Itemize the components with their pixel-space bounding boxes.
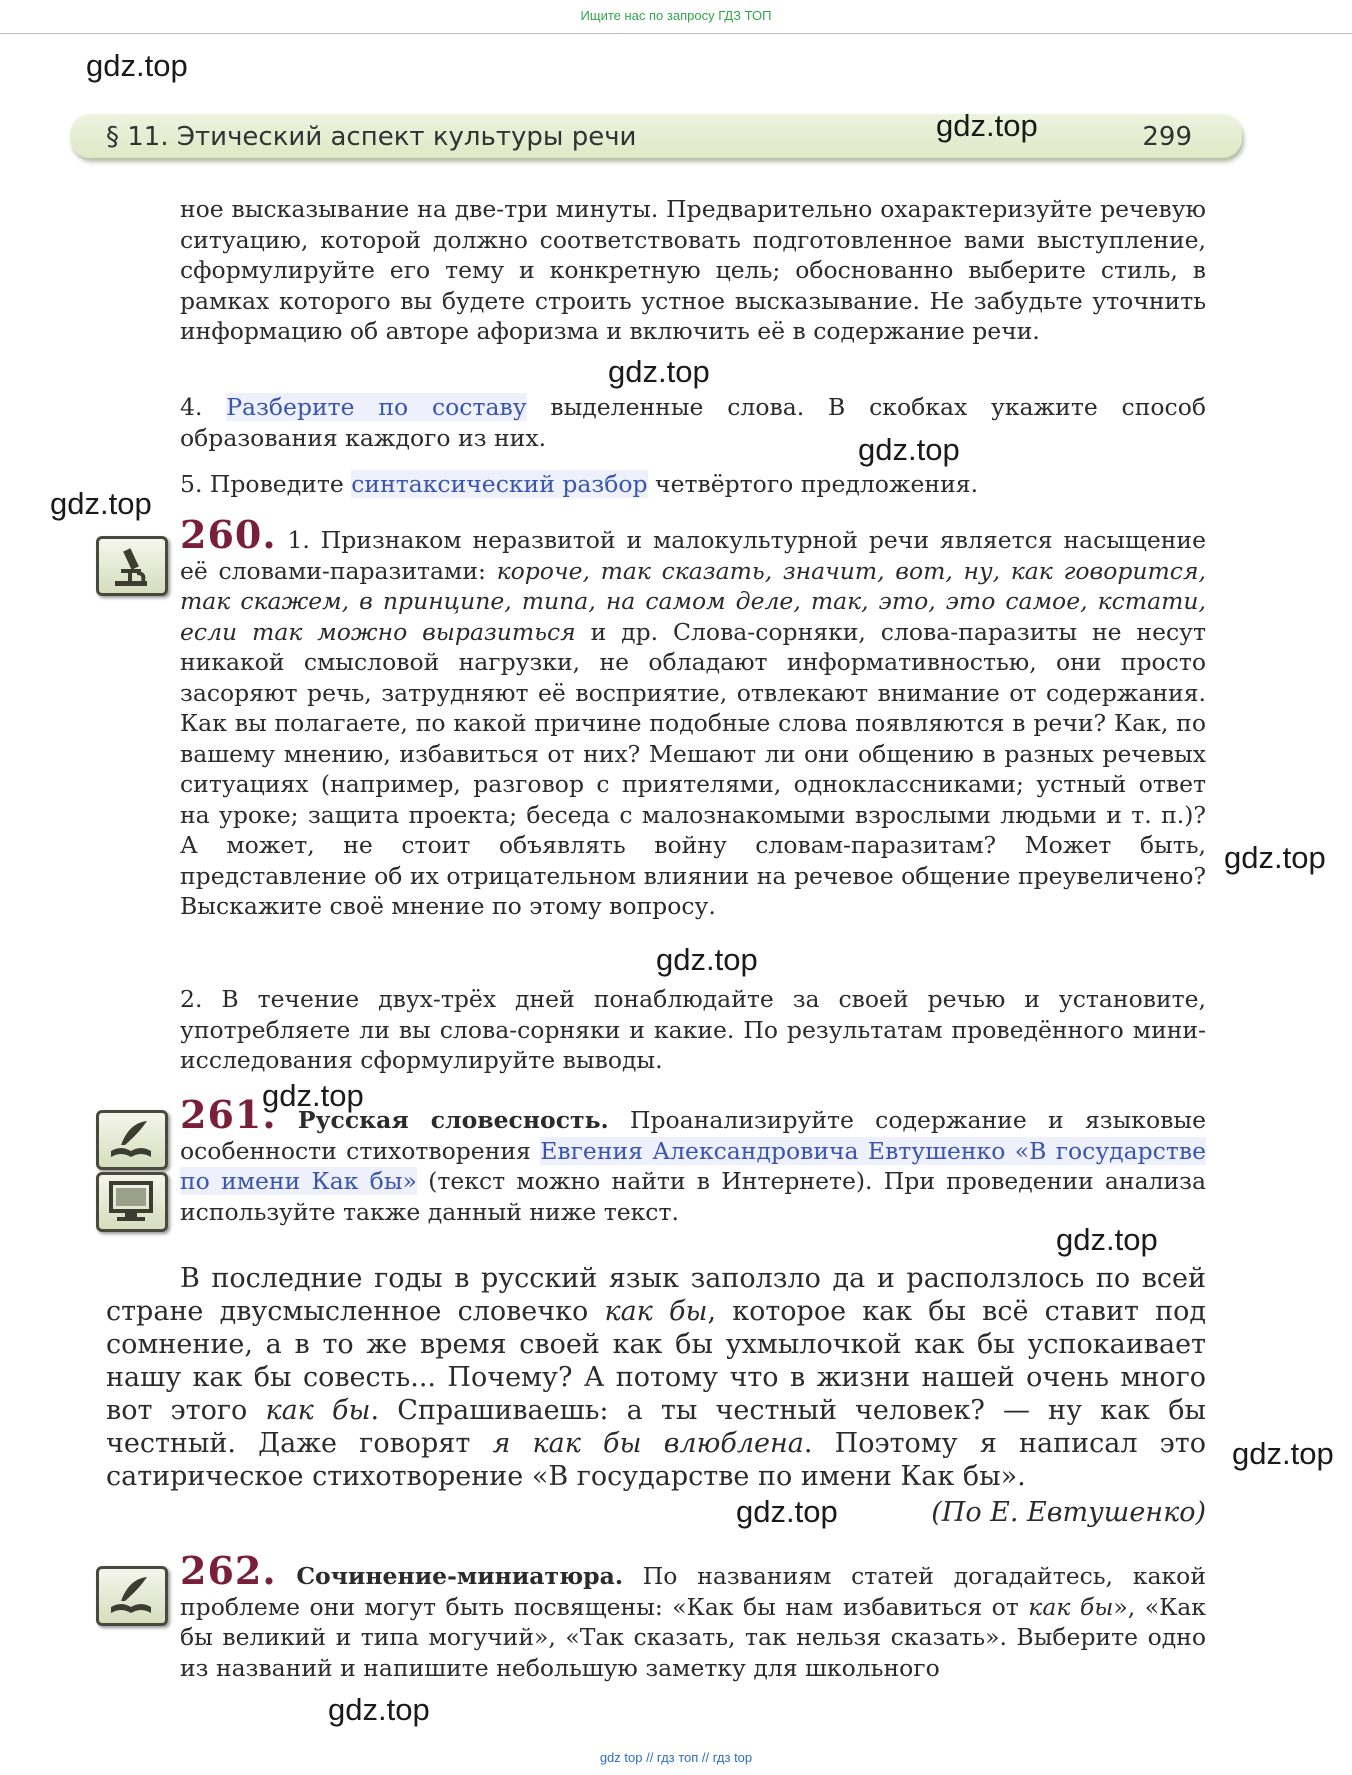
exercise-262 bbox=[180, 1548, 1206, 1683]
quote-italic: я как бы влюблена bbox=[492, 1428, 804, 1459]
syntax-analysis-link[interactable]: синтаксический разбор bbox=[351, 470, 648, 498]
watermark: gdz.top bbox=[1056, 1222, 1158, 1257]
quote-text bbox=[106, 1262, 1206, 1493]
task-4 bbox=[180, 392, 1206, 453]
quote-part: , которое как бы всё ставит под сомнение, а в то же время своей как бы ухмылочкой как бы успокаивает нашу как бы совесть... Почему? А потому что в жизни нашей очень много вот этого bbox=[106, 1296, 1206, 1426]
exercise-260-intro: 1. Признаком неразвитой и малокультурной речи является насыщение её словами-паразитами: bbox=[180, 526, 1206, 585]
top-divider bbox=[0, 33, 1352, 34]
task-5-number: 5. Проведите bbox=[180, 470, 344, 498]
exercise-262-text-2: », «Как бы великий и типа могучий», «Так сказать, так нельзя сказать». Выберите одно из названий и напишите небольшую заметку для школьного bbox=[180, 1592, 1206, 1682]
watermark: gdz.top bbox=[86, 48, 188, 83]
watermark: gdz.top bbox=[262, 1078, 364, 1113]
exercise-260-part-1 bbox=[180, 512, 1206, 922]
footer-links[interactable]: gdz top // гдз топ // гдз top bbox=[599, 1750, 753, 1765]
section-title: § 11. Этический аспект культуры речи bbox=[106, 122, 637, 152]
task-5-text: четвёртого предложения. bbox=[655, 470, 979, 498]
top-note: Ищите нас по запросу ГДЗ ТОП bbox=[580, 8, 772, 23]
task-5 bbox=[180, 469, 1206, 500]
watermark: gdz.top bbox=[656, 942, 758, 977]
quote-author: (По Е. Евтушенко) bbox=[931, 1497, 1206, 1528]
quote-italic: как бы bbox=[604, 1296, 708, 1327]
microscope-icon bbox=[96, 536, 168, 596]
quote-italic: как бы bbox=[265, 1395, 371, 1426]
computer-monitor-icon bbox=[96, 1172, 168, 1232]
quote-part: В последние годы в русский язык заползло да и расползлось по всей стране двусмысленное словечко bbox=[106, 1263, 1206, 1327]
exercise-260-question: и др. Слова-сорняки, слова-паразиты не несут никакой смысловой нагрузки, не обладают информативностью, они просто засоряют речь, затрудняют её восприятие, отвлекают внимание от содержания. Как вы полагаете, по какой причине подобные слова появляются в речи? Как, по вашему мнению, избавиться от них? Мешают ли они общению в разных речевых ситуациях (например, разговор с приятелями, одноклассниками; устный ответ на уроке; защита проекта; беседа с малознакомыми взрослыми людьми и т. п.)? А может, не стоит объявлять войну словам-паразитам? Может быть, представление об их отрицательном влиянии на речевое общение преувеличено? Выскажите своё мнение по этому вопросу. bbox=[180, 617, 1206, 920]
exercise-262-number: 262. bbox=[180, 1548, 277, 1593]
book-quill-icon bbox=[96, 1110, 168, 1170]
watermark: gdz.top bbox=[50, 486, 152, 521]
watermark: gdz.top bbox=[1232, 1436, 1334, 1471]
morpheme-analysis-link[interactable]: Разберите по составу bbox=[226, 393, 527, 421]
yevtushenko-poem-link[interactable]: Евгения Александровича Евтушенко «В государстве по имени Как бы» bbox=[180, 1136, 1206, 1195]
exercise-262-italic: как бы bbox=[1028, 1592, 1114, 1621]
watermark: gdz.top bbox=[858, 432, 960, 467]
page-header bbox=[70, 114, 1242, 158]
watermark: gdz.top bbox=[936, 108, 1038, 143]
book-quill-icon bbox=[96, 1566, 168, 1626]
watermark: gdz.top bbox=[328, 1692, 430, 1727]
task-4-text: выделенные слова. В скобках укажите способ образования каждого из них. bbox=[180, 393, 1206, 452]
page-number: 299 bbox=[1142, 122, 1192, 152]
exercise-261-number: 261. bbox=[180, 1092, 277, 1137]
intro-paragraph: ное высказывание на две-три минуты. Предварительно охарактеризуйте речевую ситуацию, которой должно соответствовать подготовленное вами выступление, сформулируйте его тему и конкретную цель; обоснованно выберите стиль, в рамках которого вы будете строить устное высказывание. Не забудьте уточнить информацию об авторе афоризма и включить её в содержание речи. bbox=[180, 195, 1206, 345]
exercise-261-text-2: (текст можно найти в Интернете). При проведении анализа используйте также данный ниже текст. bbox=[180, 1167, 1206, 1226]
exercise-260-part-2: 2. В течение двух-трёх дней понаблюдайте за своей речью и установите, употребляете ли вы слова-сорняки и какие. По результатам проведённого мини-исследования сформулируйте выводы. bbox=[180, 985, 1206, 1074]
task-4-number: 4. bbox=[180, 393, 203, 421]
quote-part: . Поэтому я написал это сатирическое стихотворение «В государстве по имени Как бы». bbox=[106, 1428, 1206, 1492]
exercise-262-text: По названиям статей догадайтесь, какой проблеме они могут быть посвящены: «Как бы нам избавиться от bbox=[180, 1562, 1206, 1621]
watermark: gdz.top bbox=[736, 1494, 838, 1529]
exercise-261-heading: Русская словесность. bbox=[297, 1106, 609, 1134]
exercise-260-number: 260. bbox=[180, 512, 277, 557]
watermark: gdz.top bbox=[608, 354, 710, 389]
quote-part: . Спрашиваешь: а ты честный человек? — ну как бы честный. Даже говорят bbox=[106, 1395, 1206, 1459]
parasite-words-list: короче, так сказать, значит, вот, ну, как говорится, так скажем, в принципе, типа, на самом деле, так, это, это самое, кстати, если так можно выразиться bbox=[180, 556, 1206, 646]
exercise-262-heading: Сочинение-миниатюра. bbox=[296, 1562, 624, 1590]
watermark: gdz.top bbox=[1224, 840, 1326, 875]
exercise-261-text: Проанализируйте содержание и языковые особенности стихотворения bbox=[180, 1106, 1206, 1165]
